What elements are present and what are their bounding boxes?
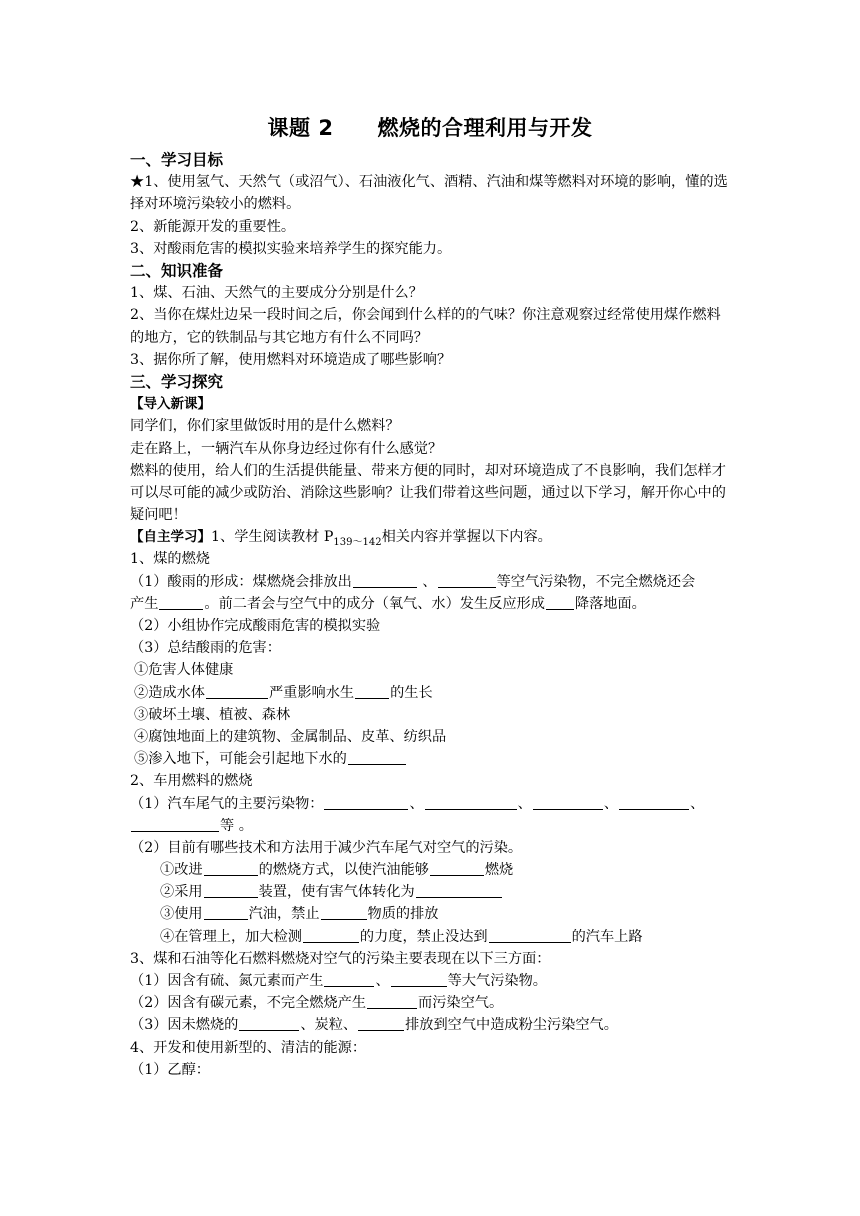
method-item-3 <box>130 903 734 925</box>
prep-question-1: 1、煤、石油、天然气的主要成分分别是什么？ <box>130 285 423 302</box>
text: （2）因含有碳元素，不完全燃烧产生 <box>130 995 367 1012</box>
blank-field[interactable] <box>416 882 502 898</box>
text: 的汽车上路 <box>571 928 643 945</box>
blank-field[interactable] <box>204 904 248 920</box>
text: 严重影响水生 <box>268 684 355 701</box>
text: 排放到空气中造成粉尘污染空气。 <box>405 1017 618 1034</box>
intro-line-1: 同学们，你们家里做饭时用的是什么燃料？ <box>130 418 400 435</box>
blank-field[interactable] <box>367 993 417 1009</box>
text: （1）因含有硫、氮元素而产生 <box>130 973 324 990</box>
title-topic: 燃烧的合理利用与开发 <box>377 116 593 140</box>
method-item-1 <box>130 859 734 881</box>
text: 燃烧 <box>484 862 514 879</box>
text: 而污染空气。 <box>418 995 504 1012</box>
blank-field[interactable] <box>206 683 268 699</box>
text: 产生 <box>130 595 159 612</box>
text: 降落地面。 <box>574 595 646 612</box>
ethanol-item: （1）乙醇： <box>130 1061 210 1078</box>
blank-field[interactable] <box>425 794 517 810</box>
blank-field[interactable] <box>355 683 389 699</box>
blank-field[interactable] <box>239 1015 299 1031</box>
harm-item-2 <box>130 682 734 704</box>
blank-field[interactable] <box>533 794 603 810</box>
intro-line-2: 走在路上，一辆汽车从你身边经过你有什么感觉？ <box>130 440 443 457</box>
text: 。前二者会与空气中的成分（氧气、水）发生反应形成 <box>204 595 545 612</box>
text: 装置，使有害气体转化为 <box>258 884 415 901</box>
blank-field[interactable] <box>131 816 219 832</box>
acid-rain-harm-heading: （3）总结酸雨的危害： <box>130 640 281 657</box>
blank-field[interactable] <box>489 927 571 943</box>
text: 、炭粒、 <box>300 1017 358 1034</box>
acid-rain-line-1 <box>130 571 734 593</box>
section-heading-preparation: 二、知识准备 <box>130 261 224 280</box>
blank-field[interactable] <box>159 594 203 610</box>
car-methods-heading: （2）目前有哪些技术和方法用于减少汽车尾气对空气的污染。 <box>130 839 523 856</box>
text: 等大气污染物。 <box>447 973 547 990</box>
fossil-item-2 <box>130 992 734 1014</box>
car-pollutants-line-2 <box>130 815 734 837</box>
section-heading-goals: 一、学习目标 <box>130 151 224 169</box>
prep-question-2: 2、当你在煤灶边呆一段时间之后，你会闻到什么样的的气味？你注意观察过经常使用煤作燃料的地方，它的铁制品与其它地方有什么不同吗？ <box>130 307 721 346</box>
text: ③使用 <box>160 906 203 923</box>
intro-label: 【导入新课】 <box>130 396 211 413</box>
method-item-2 <box>130 881 734 903</box>
harm-item-1: ①危害人体健康 <box>134 662 234 679</box>
text: ②采用 <box>160 884 203 901</box>
acid-rain-experiment: （2）小组协作完成酸雨危害的模拟实验 <box>130 618 381 635</box>
text: ②造成水体 <box>134 684 205 701</box>
blank-field[interactable] <box>321 904 367 920</box>
title-lesson: 课题 2 <box>267 116 334 140</box>
self-study-line <box>130 526 734 548</box>
fossil-heading: 3、煤和石油等化石燃料燃烧对空气的污染主要表现在以下三方面： <box>130 950 551 967</box>
harm-item-4: ④腐蚀地面上的建筑物、金属制品、皮革、纺织品 <box>134 728 447 745</box>
text: （1）酸雨的形成：煤燃烧会排放出 <box>130 573 352 590</box>
blank-field[interactable] <box>546 594 574 610</box>
blank-field[interactable] <box>430 860 484 876</box>
text: 、 <box>690 795 705 812</box>
fossil-item-1 <box>130 970 734 992</box>
acid-rain-line-2 <box>130 593 734 615</box>
text: 等空气污染物，不完全燃烧还会 <box>496 573 696 590</box>
text: 、 <box>409 795 424 812</box>
goal-item-1: ★1、使用氢气、天然气（或沼气）、石油液化气、酒精、汽油和煤等燃料对环境的影响，懂的选择对环境污染较小的燃料。 <box>130 174 728 213</box>
section-heading-inquiry: 三、学习探究 <box>130 372 224 391</box>
text: 的燃烧方式，以使汽油能够 <box>258 862 429 879</box>
blank-field[interactable] <box>358 1015 404 1031</box>
text: 汽油，禁止 <box>248 906 320 923</box>
text: 等 。 <box>220 817 253 834</box>
text: 、 <box>517 795 532 812</box>
text: （3）因未燃烧的 <box>130 1017 239 1034</box>
text: 、 <box>375 973 390 990</box>
text: 的生长 <box>390 684 433 701</box>
harm-item-5 <box>130 748 734 770</box>
self-study-text-end: 相关内容并掌握以下内容。 <box>381 529 552 546</box>
text: 的力度，禁止没达到 <box>359 928 488 945</box>
fossil-item-3 <box>130 1014 734 1036</box>
blank-field[interactable] <box>204 882 258 898</box>
blank-field[interactable] <box>348 749 406 765</box>
blank-field[interactable] <box>619 794 689 810</box>
car-heading: 2、车用燃料的燃烧 <box>130 773 253 790</box>
self-study-text: 1、学生阅读教材 P <box>211 529 334 546</box>
goal-item-3: 3、对酸雨危害的模拟实验来培养学生的探究能力。 <box>130 240 452 257</box>
text: ④在管理上，加大检测 <box>160 928 302 945</box>
document-body <box>130 149 734 1081</box>
blank-field[interactable] <box>391 971 447 987</box>
page-range: 139～142 <box>333 537 382 549</box>
car-pollutants-line-1 <box>130 793 734 815</box>
intro-paragraph: 燃料的使用，给人们的生活提供能量、带来方便的同时，却对环境造成了不良影响，我们怎样才可以尽可能的减少或防治、消除这些影响？让我们带着这些问题，通过以下学习，解开你心中的疑问吧！ <box>130 462 726 524</box>
text: 物质的排放 <box>367 906 439 923</box>
blank-field[interactable] <box>324 971 374 987</box>
blank-field[interactable] <box>438 572 496 588</box>
coal-heading: 1、煤的燃烧 <box>130 551 210 568</box>
text: ⑤渗入地下，可能会引起地下水的 <box>134 751 347 768</box>
prep-question-3: 3、据你所了解，使用燃料对环境造成了哪些影响？ <box>130 351 452 368</box>
text: （1）汽车尾气的主要污染物： <box>130 795 324 812</box>
text: ①改进 <box>160 862 203 879</box>
harm-item-3: ③破坏土壤、植被、森林 <box>134 706 291 723</box>
new-energy-heading: 4、开发和使用新型的、清洁的能源： <box>130 1039 367 1056</box>
text: 、 <box>603 795 619 812</box>
goal-item-2: 2、新能源开发的重要性。 <box>130 218 296 235</box>
page-title <box>0 111 860 145</box>
blank-field[interactable] <box>303 927 359 943</box>
text: 、 <box>422 573 437 590</box>
blank-field[interactable] <box>204 860 258 876</box>
method-item-4 <box>130 926 734 948</box>
self-study-label: 【自主学习】 <box>130 529 211 546</box>
blank-field[interactable] <box>353 572 417 588</box>
blank-field[interactable] <box>324 794 408 810</box>
